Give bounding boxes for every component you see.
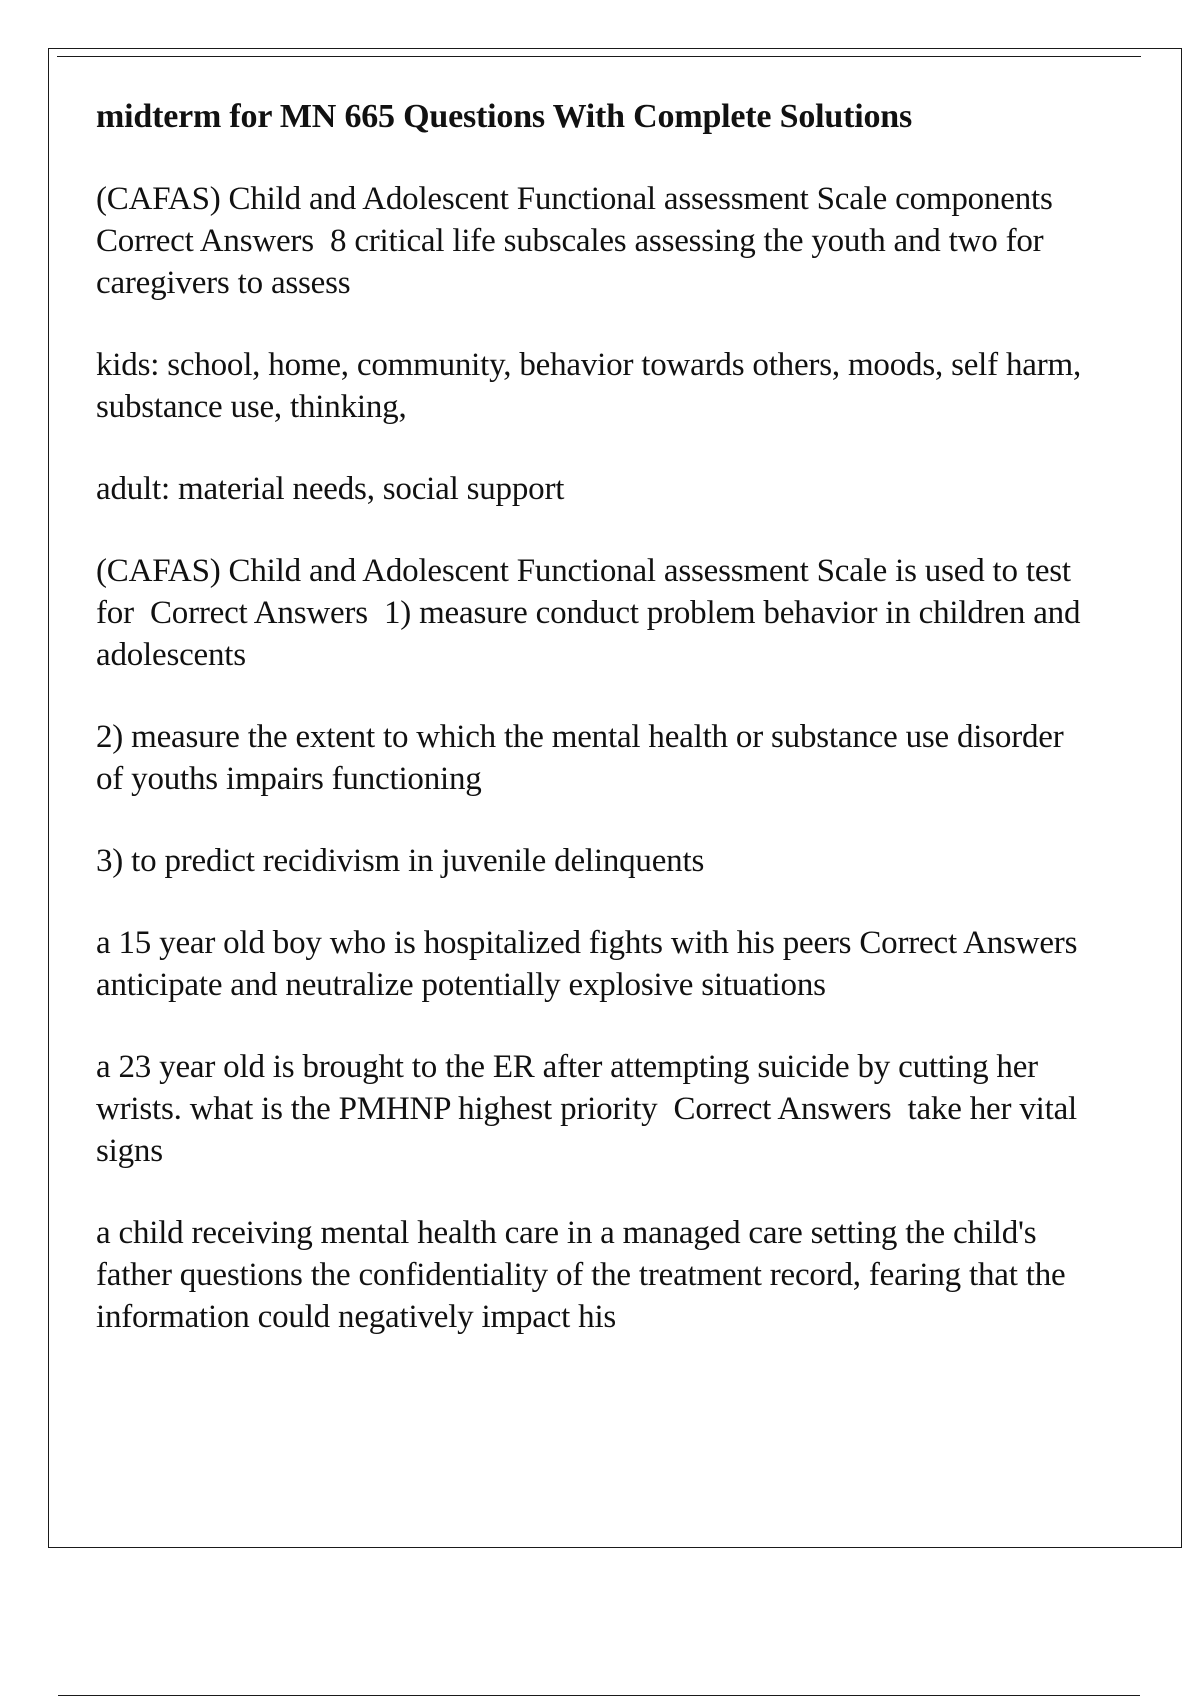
paragraph: 2) measure the extent to which the mental health or substance use disorder of youths impairs functioning <box>96 719 1072 797</box>
paragraph: adult: material needs, social support <box>96 471 565 507</box>
paragraph: a child receiving mental health care in a managed care setting the child's father questions the confidentiality of the treatment record, fearing that the information could negatively impact his <box>96 1215 1074 1335</box>
document-body <box>96 96 1094 1378</box>
paragraph: kids: school, home, community, behavior towards others, moods, self harm, substance use, thinking, <box>96 347 1090 425</box>
paragraph: (CAFAS) Child and Adolescent Functional assessment Scale components Correct Answers 8 critical life subscales assessing the youth and two for caregivers to assess <box>96 181 1069 301</box>
paragraph: (CAFAS) Child and Adolescent Functional assessment Scale is used to test for Correct Answers 1) measure conduct problem behavior in children and adolescents <box>96 553 1089 673</box>
paragraph: 3) to predict recidivism in juvenile delinquents <box>96 843 705 879</box>
paragraph: a 23 year old is brought to the ER after attempting suicide by cutting her wrists. what is the PMHNP highest priority Correct Answers take her vital signs <box>96 1049 1086 1169</box>
top-rule <box>57 56 1141 57</box>
paragraph: a 15 year old boy who is hospitalized fights with his peers Correct Answers anticipate and neutralize potentially explosive situations <box>96 925 1094 1003</box>
document-title: midterm for MN 665 Questions With Complete Solutions <box>96 98 912 135</box>
bottom-rule <box>58 1695 1140 1696</box>
